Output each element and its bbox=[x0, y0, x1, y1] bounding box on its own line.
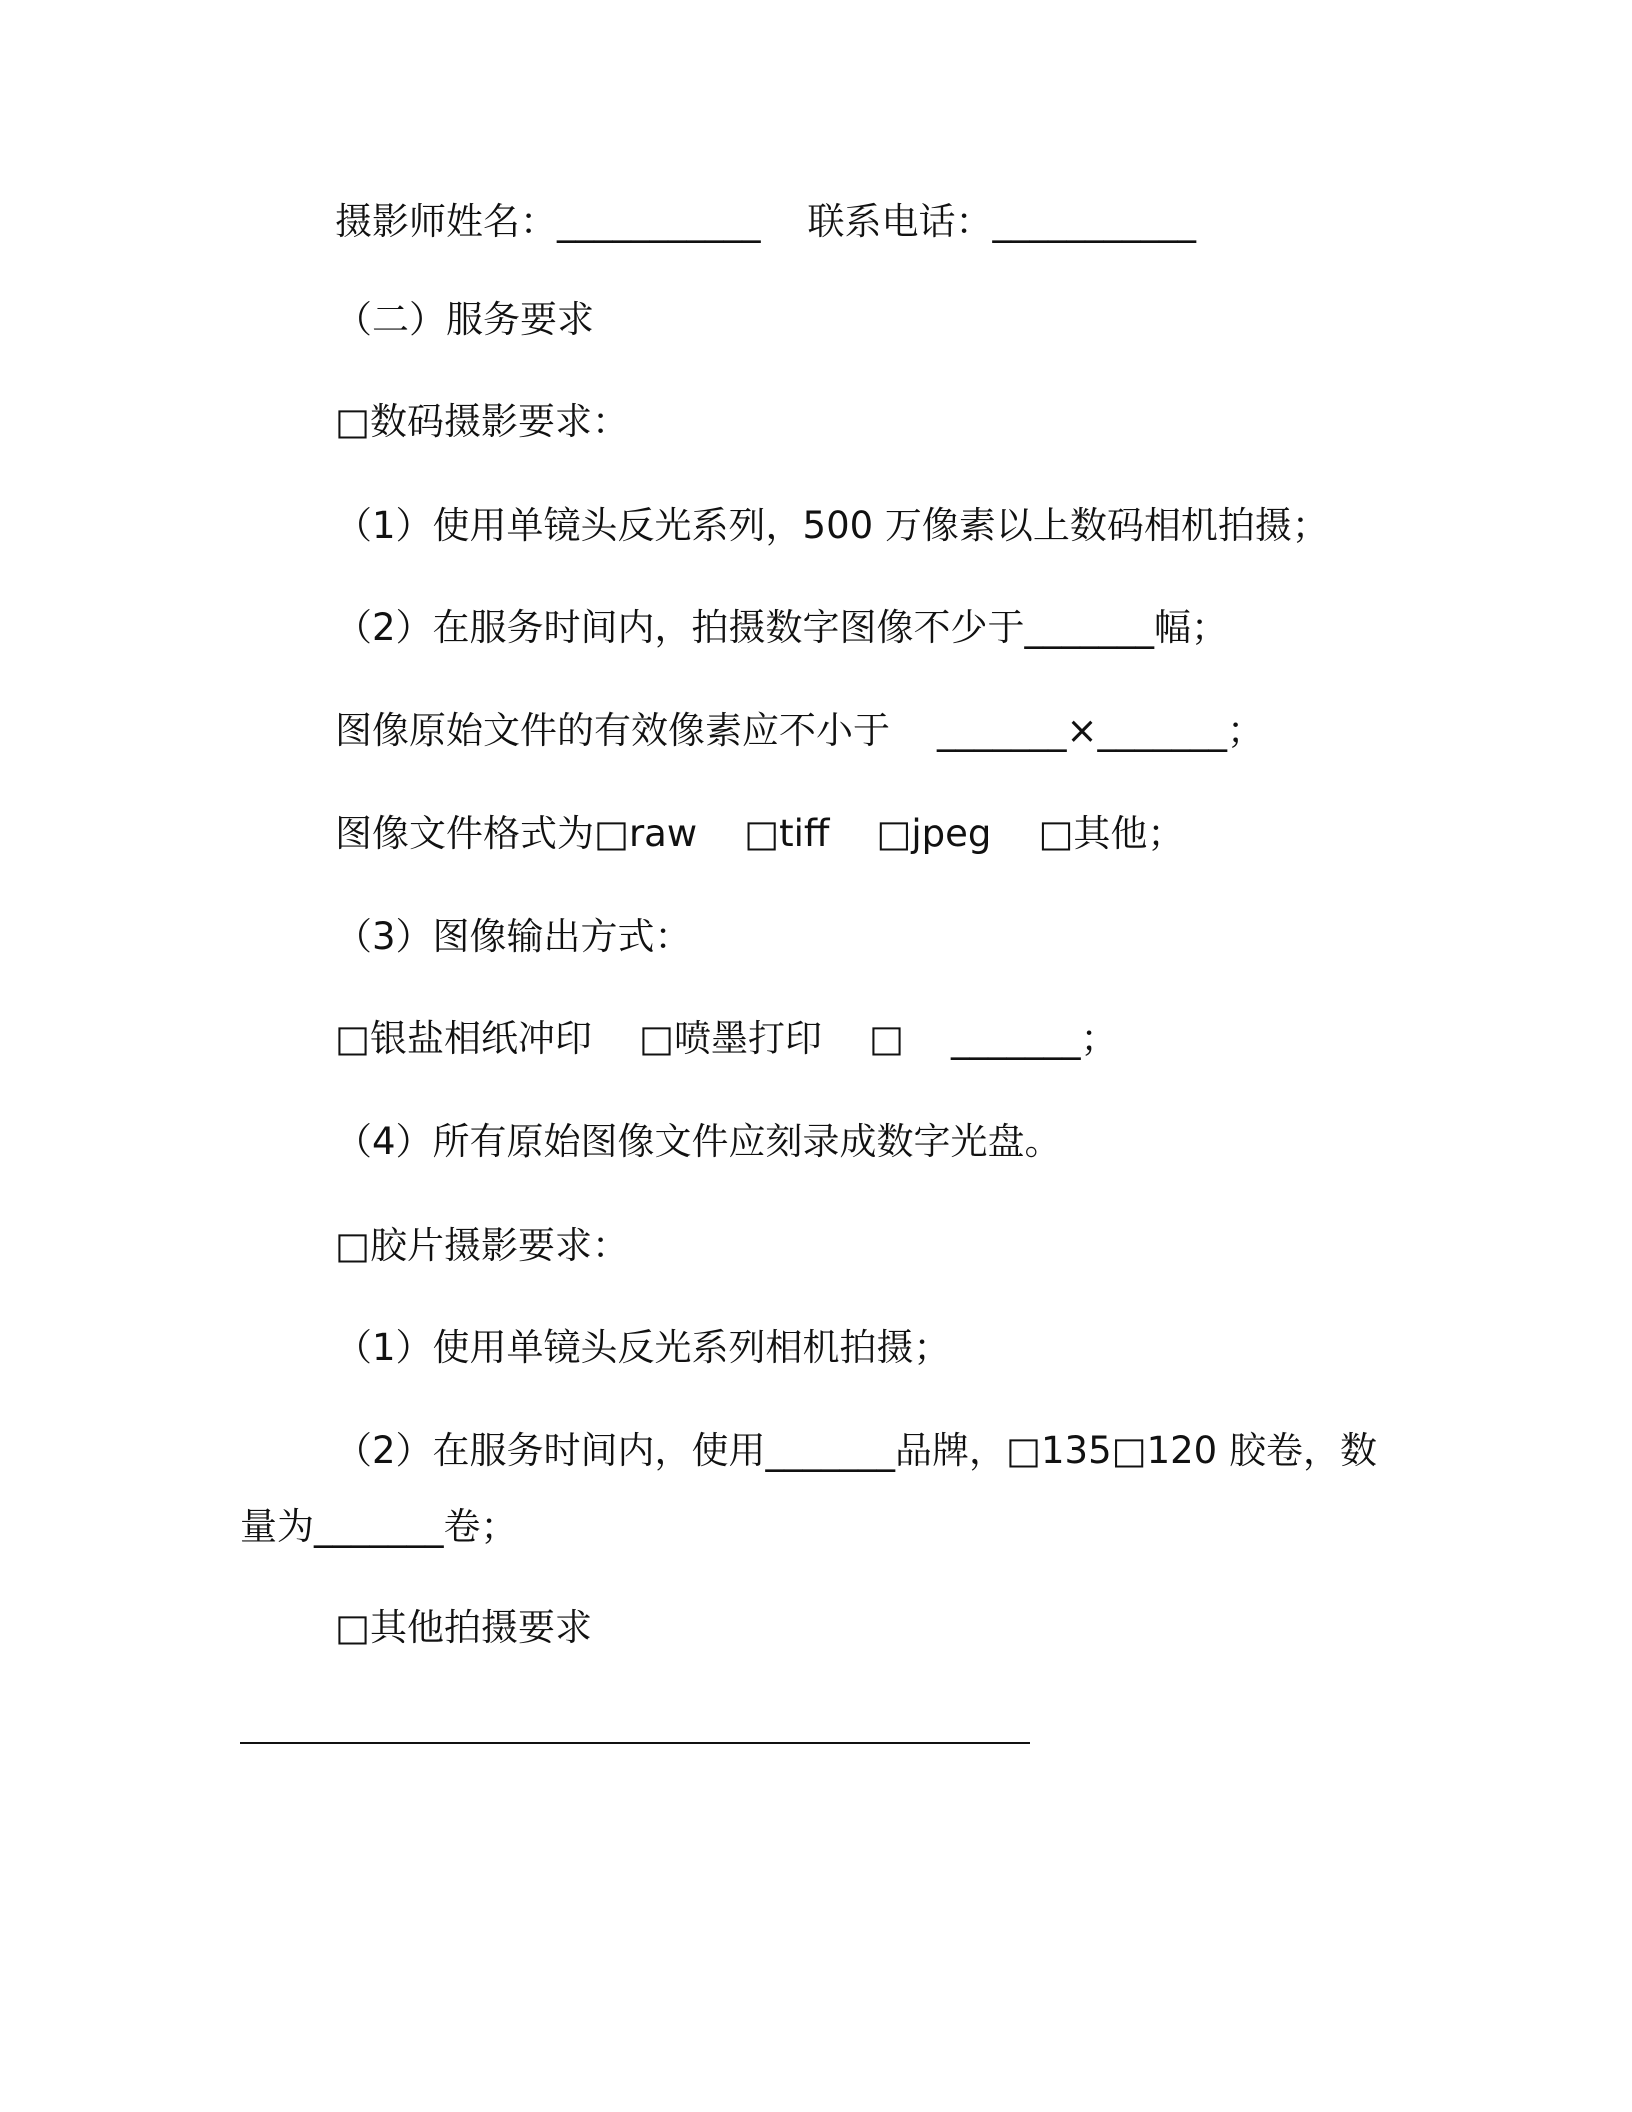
film-item-1: （1）使用单镜头反光系列相机拍摄； bbox=[335, 1326, 951, 1369]
blank-fill-line bbox=[240, 1742, 1030, 1744]
effective-pixels-line: 图像原始文件的有效像素应不小于 _______×_______； bbox=[335, 709, 1265, 752]
section-heading-service-requirements: （二）服务要求 bbox=[335, 298, 594, 341]
other-requirements-heading: □其他拍摄要求 bbox=[335, 1606, 592, 1649]
photographer-contact-line: 摄影师姓名：___________ 联系电话：___________ bbox=[335, 200, 1197, 243]
file-format-line: 图像文件格式为□raw □tiff □jpeg □其他； bbox=[335, 812, 1185, 855]
film-item-2: （2）在服务时间内，使用_______品牌，□135□120 胶卷，数 bbox=[335, 1429, 1377, 1472]
film-item-2-continuation: 量为_______卷； bbox=[240, 1505, 518, 1548]
film-photography-requirements-heading: □胶片摄影要求： bbox=[335, 1224, 629, 1267]
output-method-options: □银盐相纸冲印 □喷墨打印 □ _______； bbox=[335, 1017, 1118, 1060]
digital-item-2: （2）在服务时间内，拍摄数字图像不少于_______幅； bbox=[335, 606, 1229, 649]
digital-item-4: （4）所有原始图像文件应刻录成数字光盘。 bbox=[335, 1120, 1062, 1163]
digital-item-1: （1）使用单镜头反光系列，500 万像素以上数码相机拍摄； bbox=[335, 504, 1329, 547]
digital-item-3: （3）图像输出方式： bbox=[335, 915, 692, 958]
digital-photography-requirements-heading: □数码摄影要求： bbox=[335, 400, 629, 443]
